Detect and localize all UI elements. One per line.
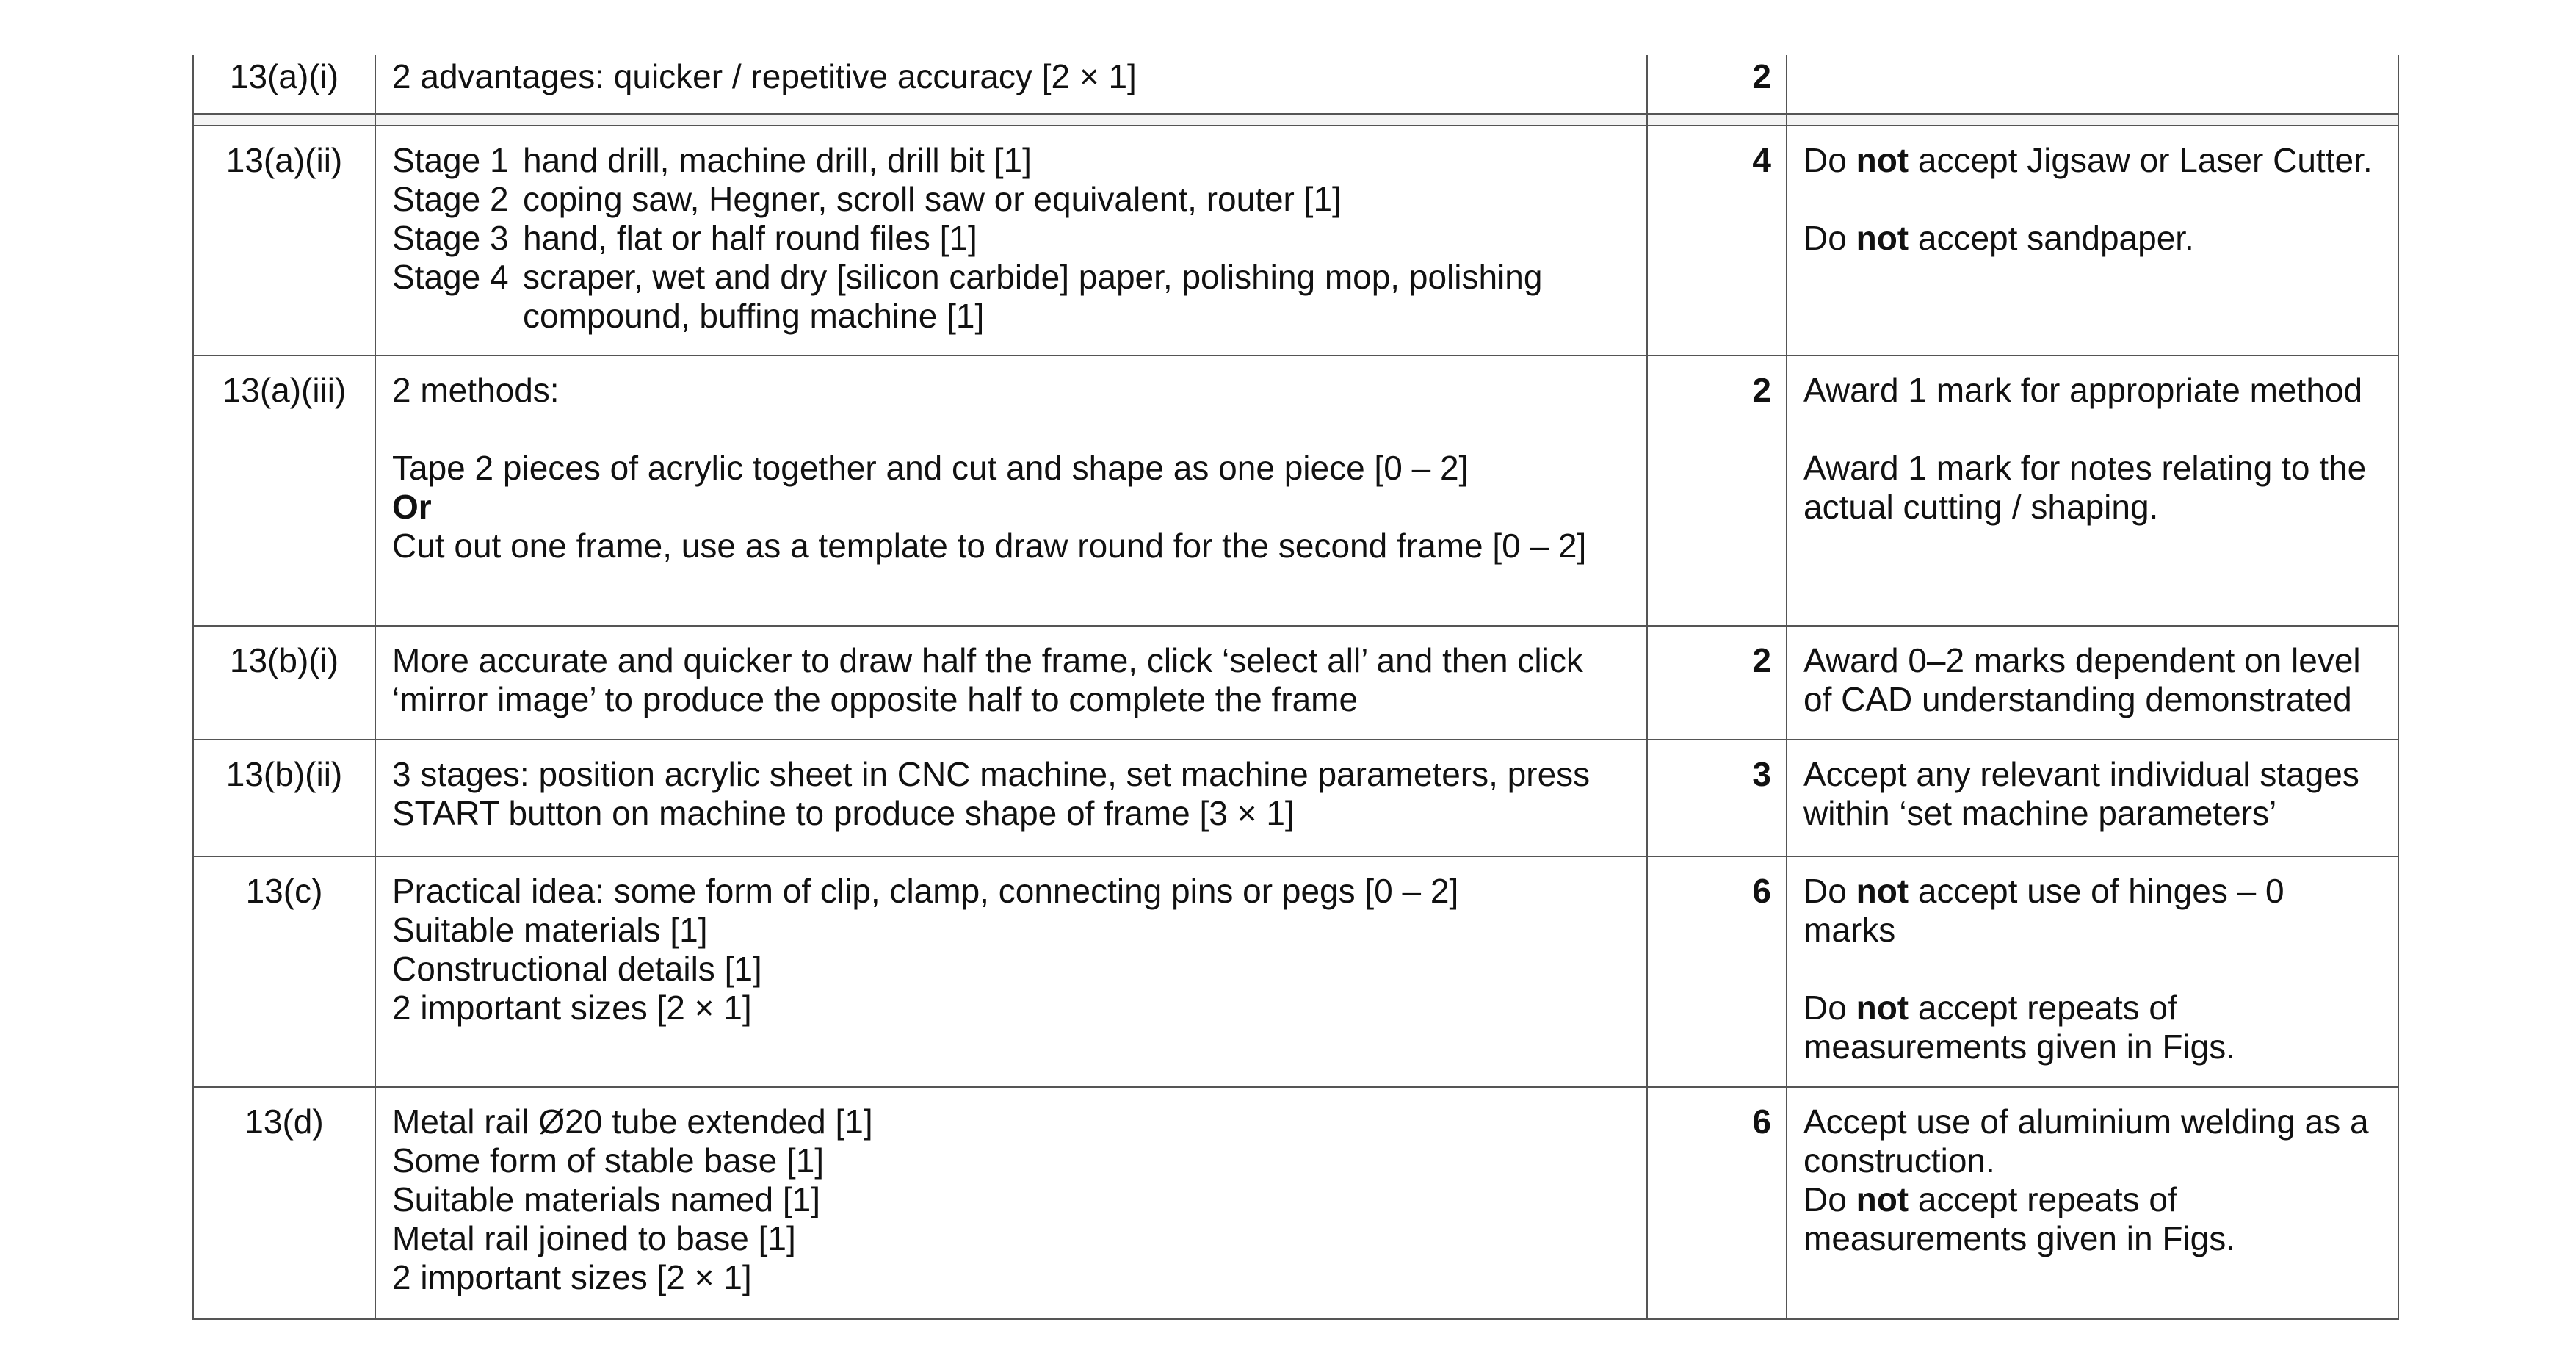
- marks-cell: 6: [1647, 856, 1787, 1087]
- stage-line: Stage 1 hand drill, machine drill, drill bit [1]: [392, 141, 1032, 179]
- question-number: 13(a)(iii): [193, 355, 375, 626]
- question-number: 13(c): [193, 856, 375, 1087]
- guidance-cell: [1787, 55, 2398, 114]
- answer-cell: 2 methods: Tape 2 pieces of acrylic together and cut and shape as one piece [0 – 2] Or Cut out one frame, use as a template to draw round for the second frame [0 – 2]: [375, 355, 1647, 626]
- mark-scheme-table: [192, 55, 2399, 1320]
- marks-cell: 2: [1647, 355, 1787, 626]
- question-number: 13(b)(i): [193, 626, 375, 740]
- question-number: 13(a)(i): [193, 55, 375, 114]
- marks-cell: 2: [1647, 55, 1787, 114]
- guidance-cell: Do not accept use of hinges – 0 marks Do not accept repeats of measurements given in Figs.: [1787, 856, 2398, 1087]
- stage-line: Stage 3 hand, flat or half round files [1]: [392, 219, 977, 257]
- answer-cell: More accurate and quicker to draw half the frame, click ‘select all’ and then click ‘mirror image’ to produce the opposite half to complete the frame: [375, 626, 1647, 740]
- answer-cell: 2 advantages: quicker / repetitive accuracy [2 × 1]: [375, 55, 1647, 114]
- table-row: [193, 126, 2398, 355]
- table-row: [193, 856, 2398, 1087]
- answer-cell: [375, 126, 1647, 355]
- guidance-cell: Award 1 mark for appropriate method Award 1 mark for notes relating to the actual cutting / shaping.: [1787, 355, 2398, 626]
- table-row: [193, 355, 2398, 626]
- marks-cell: 4: [1647, 126, 1787, 355]
- marks-cell: 6: [1647, 1087, 1787, 1319]
- table-row: [193, 626, 2398, 740]
- table-row: [193, 1087, 2398, 1319]
- stage-line: Stage 2 coping saw, Hegner, scroll saw or equivalent, router [1]: [392, 180, 1342, 218]
- answer-cell: 3 stages: position acrylic sheet in CNC machine, set machine parameters, press START button on machine to produce shape of frame [3 × 1]: [375, 740, 1647, 856]
- guidance-cell: Do not accept Jigsaw or Laser Cutter. Do not accept sandpaper.: [1787, 126, 2398, 355]
- question-number: 13(b)(ii): [193, 740, 375, 856]
- guidance-cell: Accept use of aluminium welding as a construction. Do not accept repeats of measurements given in Figs.: [1787, 1087, 2398, 1319]
- answer-cell: Metal rail Ø20 tube extended [1] Some form of stable base [1] Suitable materials named [1] Metal rail joined to base [1] 2 important sizes [2 × 1]: [375, 1087, 1647, 1319]
- guidance-cell: Award 0–2 marks dependent on level of CAD understanding demonstrated: [1787, 626, 2398, 740]
- guidance-cell: Accept any relevant individual stages within ‘set machine parameters’: [1787, 740, 2398, 856]
- question-number: 13(a)(ii): [193, 126, 375, 355]
- marks-cell: 2: [1647, 626, 1787, 740]
- stage-line: Stage 4 scraper, wet and dry [silicon carbide] paper, polishing mop, polishing: [392, 258, 1543, 296]
- marks-cell: 3: [1647, 740, 1787, 856]
- answer-cell: Practical idea: some form of clip, clamp, connecting pins or pegs [0 – 2] Suitable materials [1] Constructional details [1] 2 important sizes [2 × 1]: [375, 856, 1647, 1087]
- question-number: 13(d): [193, 1087, 375, 1319]
- table-row: [193, 55, 2398, 114]
- page-break-separator: [193, 114, 2398, 126]
- table-row: [193, 740, 2398, 856]
- stage-continuation: compound, buffing machine [1]: [523, 297, 985, 335]
